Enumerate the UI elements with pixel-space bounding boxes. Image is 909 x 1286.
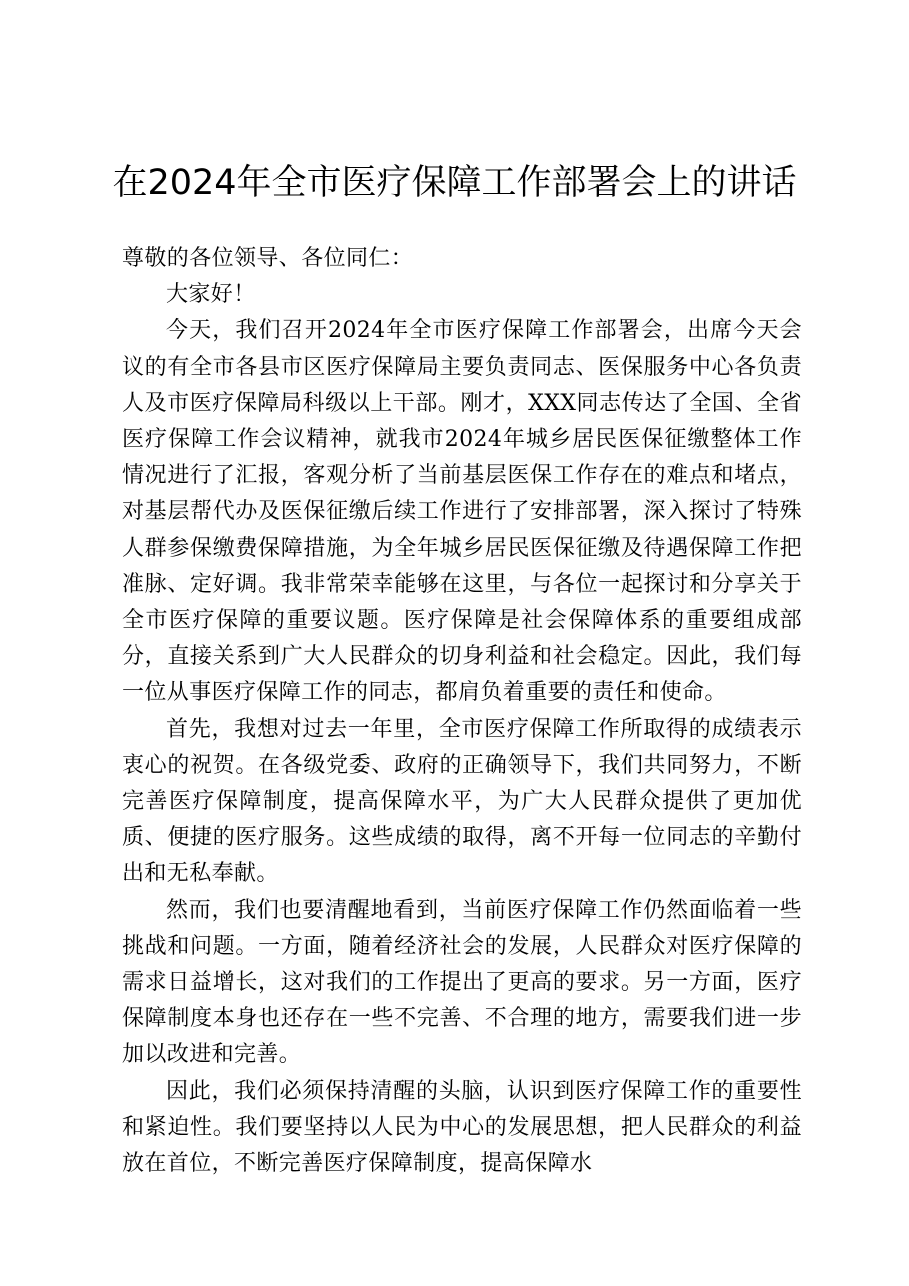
greeting: 大家好！ — [166, 282, 256, 308]
paragraph-4: 因此，我们必须保持清醒的头脑，认识到医疗保障工作的重要性和紧迫性。我们要坚持以人民为中心的发展思想，把人民群众的利益放在首位，不断完善医疗保障制度，提高保障水 — [122, 1078, 802, 1177]
document-title: 在2024年全市医疗保障工作部署会上的讲话 — [112, 163, 797, 203]
paragraph-2: 首先，我想对过去一年里，全市医疗保障工作所取得的成绩表示衷心的祝贺。在各级党委、政府的正确领导下，我们共同努力，不断完善医疗保障制度，提高保障水平，为广大人民群众提供了更加优质、便捷的医疗服务。这些成绩的取得，离不开每一位同志的辛勤付出和无私奉献。 — [122, 716, 802, 887]
paragraph-1: 今天，我们召开2024年全市医疗保障工作部署会，出席今天会议的有全市各县市区医疗保障局主要负责同志、医保服务中心各负责人及市医疗保障局科级以上干部。刚才，XXX同志传达了全国、全省医疗保障工作会议精神，就我市2024年城乡居民医保征缴整体工作情况进行了汇报，客观分析了当前基层医保工作存在的难点和堵点，对基层帮代办及医保征缴后续工作进行了安排部署，深入探讨了特殊人群参保缴费保障措施，为全年城乡居民医保征缴及待遇保障工作把准脉、定好调。我非常荣幸能够在这里，与各位一起探讨和分享关于全市医疗保障的重要议题。医疗保障是社会保障体系的重要组成部分，直接关系到广大人民群众的切身利益和社会稳定。因此，我们每一位从事医疗保障工作的同志，都肩负着重要的责任和使命。 — [122, 318, 802, 706]
salutation: 尊敬的各位领导、各位同仁： — [122, 246, 414, 271]
paragraph-3: 然而，我们也要清醒地看到，当前医疗保障工作仍然面临着一些挑战和问题。一方面，随着经济社会的发展，人民群众对医疗保障的需求日益增长，这对我们的工作提出了更高的要求。另一方面，医疗保障制度本身也还存在一些不完善、不合理的地方，需要我们进一步加以改进和完善。 — [122, 897, 802, 1068]
document-body — [122, 241, 802, 1182]
